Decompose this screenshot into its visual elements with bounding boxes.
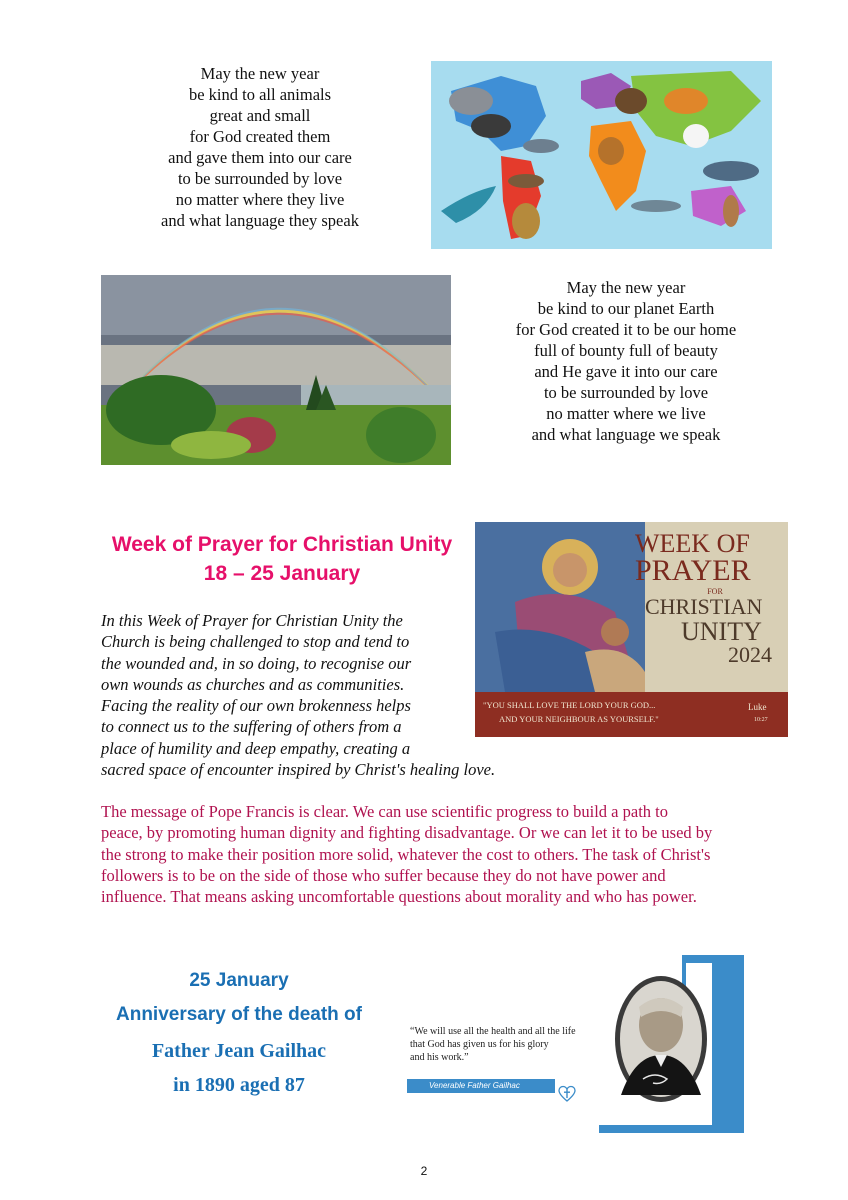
intro-line: Facing the reality of our own brokenness helps bbox=[101, 696, 411, 716]
message-line: the strong to make their position more solid, whatever the cost to others. The task of Christ's bbox=[101, 844, 711, 864]
poster-line3: FOR bbox=[707, 587, 723, 596]
message-line: peace, by promoting human dignity and fighting disadvantage. Or we can let it to be used by bbox=[101, 823, 713, 843]
poem-line: and what language we speak bbox=[531, 425, 721, 444]
poem-line: be kind to our planet Earth bbox=[537, 299, 715, 318]
poem-line: no matter where we live bbox=[546, 404, 706, 423]
poster-ref-verse: 10:27 bbox=[754, 717, 768, 723]
anniversary-name: Father Jean Gailhac bbox=[151, 1040, 327, 1062]
page-number: 2 bbox=[420, 1164, 428, 1178]
intro-line: to connect us to the suffering of others from a bbox=[101, 717, 402, 737]
poem-line: no matter where they live bbox=[175, 190, 345, 209]
poster-line4: CHRISTIAN bbox=[645, 594, 763, 619]
wpcu-heading-title: Week of Prayer for Christian Unity bbox=[111, 533, 453, 556]
anniversary-date: 25 January bbox=[189, 970, 289, 991]
poster-ref-book: Luke bbox=[748, 702, 767, 712]
message-line: followers is to be on the side of those who suffer because they do not have power and bbox=[101, 865, 666, 885]
anniversary-title: Anniversary of the death of bbox=[116, 1004, 362, 1025]
heart-cross-icon bbox=[558, 1085, 576, 1103]
intro-line: own wounds as churches and as communities. bbox=[101, 674, 405, 694]
wpcu-heading-dates: 18 – 25 January bbox=[203, 562, 361, 585]
gailhac-quote-card bbox=[400, 955, 750, 1135]
poem-line: to be surrounded by love bbox=[543, 383, 709, 402]
intro-line: sacred space of encounter inspired by Christ's healing love. bbox=[101, 760, 496, 780]
intro-line: Church is being challenged to stop and tend to bbox=[101, 632, 410, 652]
poem-line: for God created them bbox=[189, 127, 331, 146]
wpcu-heading bbox=[101, 530, 463, 588]
anniversary-year: in 1890 aged 87 bbox=[173, 1074, 305, 1096]
wpcu-intro-paragraph bbox=[101, 610, 551, 780]
poem-line: and gave them into our care bbox=[168, 148, 352, 167]
quote-line: “We will use all the health and all the life bbox=[410, 1026, 576, 1037]
intro-line: In this Week of Prayer for Christian Unity the bbox=[101, 611, 403, 630]
card-frame-right bbox=[712, 955, 744, 1133]
message-line: influence. That means asking uncomfortable questions about morality and who has power. bbox=[101, 887, 697, 907]
intro-line: place of humility and deep empathy, creating a bbox=[101, 738, 411, 758]
poem-line: to be surrounded by love bbox=[177, 169, 343, 188]
poem-line: full of bounty full of beauty bbox=[534, 341, 718, 360]
poem-line: and what language they speak bbox=[161, 211, 359, 230]
poem-line: and He gave it into our care bbox=[534, 362, 718, 381]
message-line: The message of Pope Francis is clear. We can use scientific progress to build a path to bbox=[101, 802, 669, 821]
poster-banner-line1: "YOU SHALL LOVE THE LORD YOUR GOD... bbox=[483, 700, 656, 710]
poem-line: May the new year bbox=[200, 64, 320, 83]
poster-line2: PRAYER bbox=[635, 554, 751, 587]
gailhac-quote bbox=[410, 1025, 610, 1064]
poem-line: great and small bbox=[209, 106, 311, 125]
poster-year: 2024 bbox=[728, 642, 772, 667]
gailhac-portrait bbox=[615, 975, 707, 1103]
rainbow-garden-image bbox=[101, 275, 451, 465]
pope-francis-message bbox=[101, 801, 801, 907]
poem-earth bbox=[476, 277, 776, 445]
quote-line: that God has given us for his glory bbox=[410, 1039, 549, 1050]
poster-banner-line2: AND YOUR NEIGHBOUR AS YOURSELF." bbox=[499, 714, 659, 724]
quote-line: and his work.” bbox=[410, 1052, 469, 1063]
poem-line: May the new year bbox=[566, 278, 686, 297]
intro-line: the wounded and, in so doing, to recognise our bbox=[101, 653, 412, 673]
poster-line5: UNITY bbox=[681, 617, 762, 646]
poem-line: be kind to all animals bbox=[188, 85, 332, 104]
poem-animals bbox=[110, 63, 410, 231]
poem-line: for God created it to be our home bbox=[515, 320, 737, 339]
gailhac-caption-bar: Venerable Father Gailhac bbox=[407, 1079, 555, 1093]
card-frame-bottom bbox=[599, 1125, 744, 1133]
world-animals-map-image bbox=[431, 61, 772, 249]
poster-line1: WEEK OF bbox=[635, 529, 750, 558]
